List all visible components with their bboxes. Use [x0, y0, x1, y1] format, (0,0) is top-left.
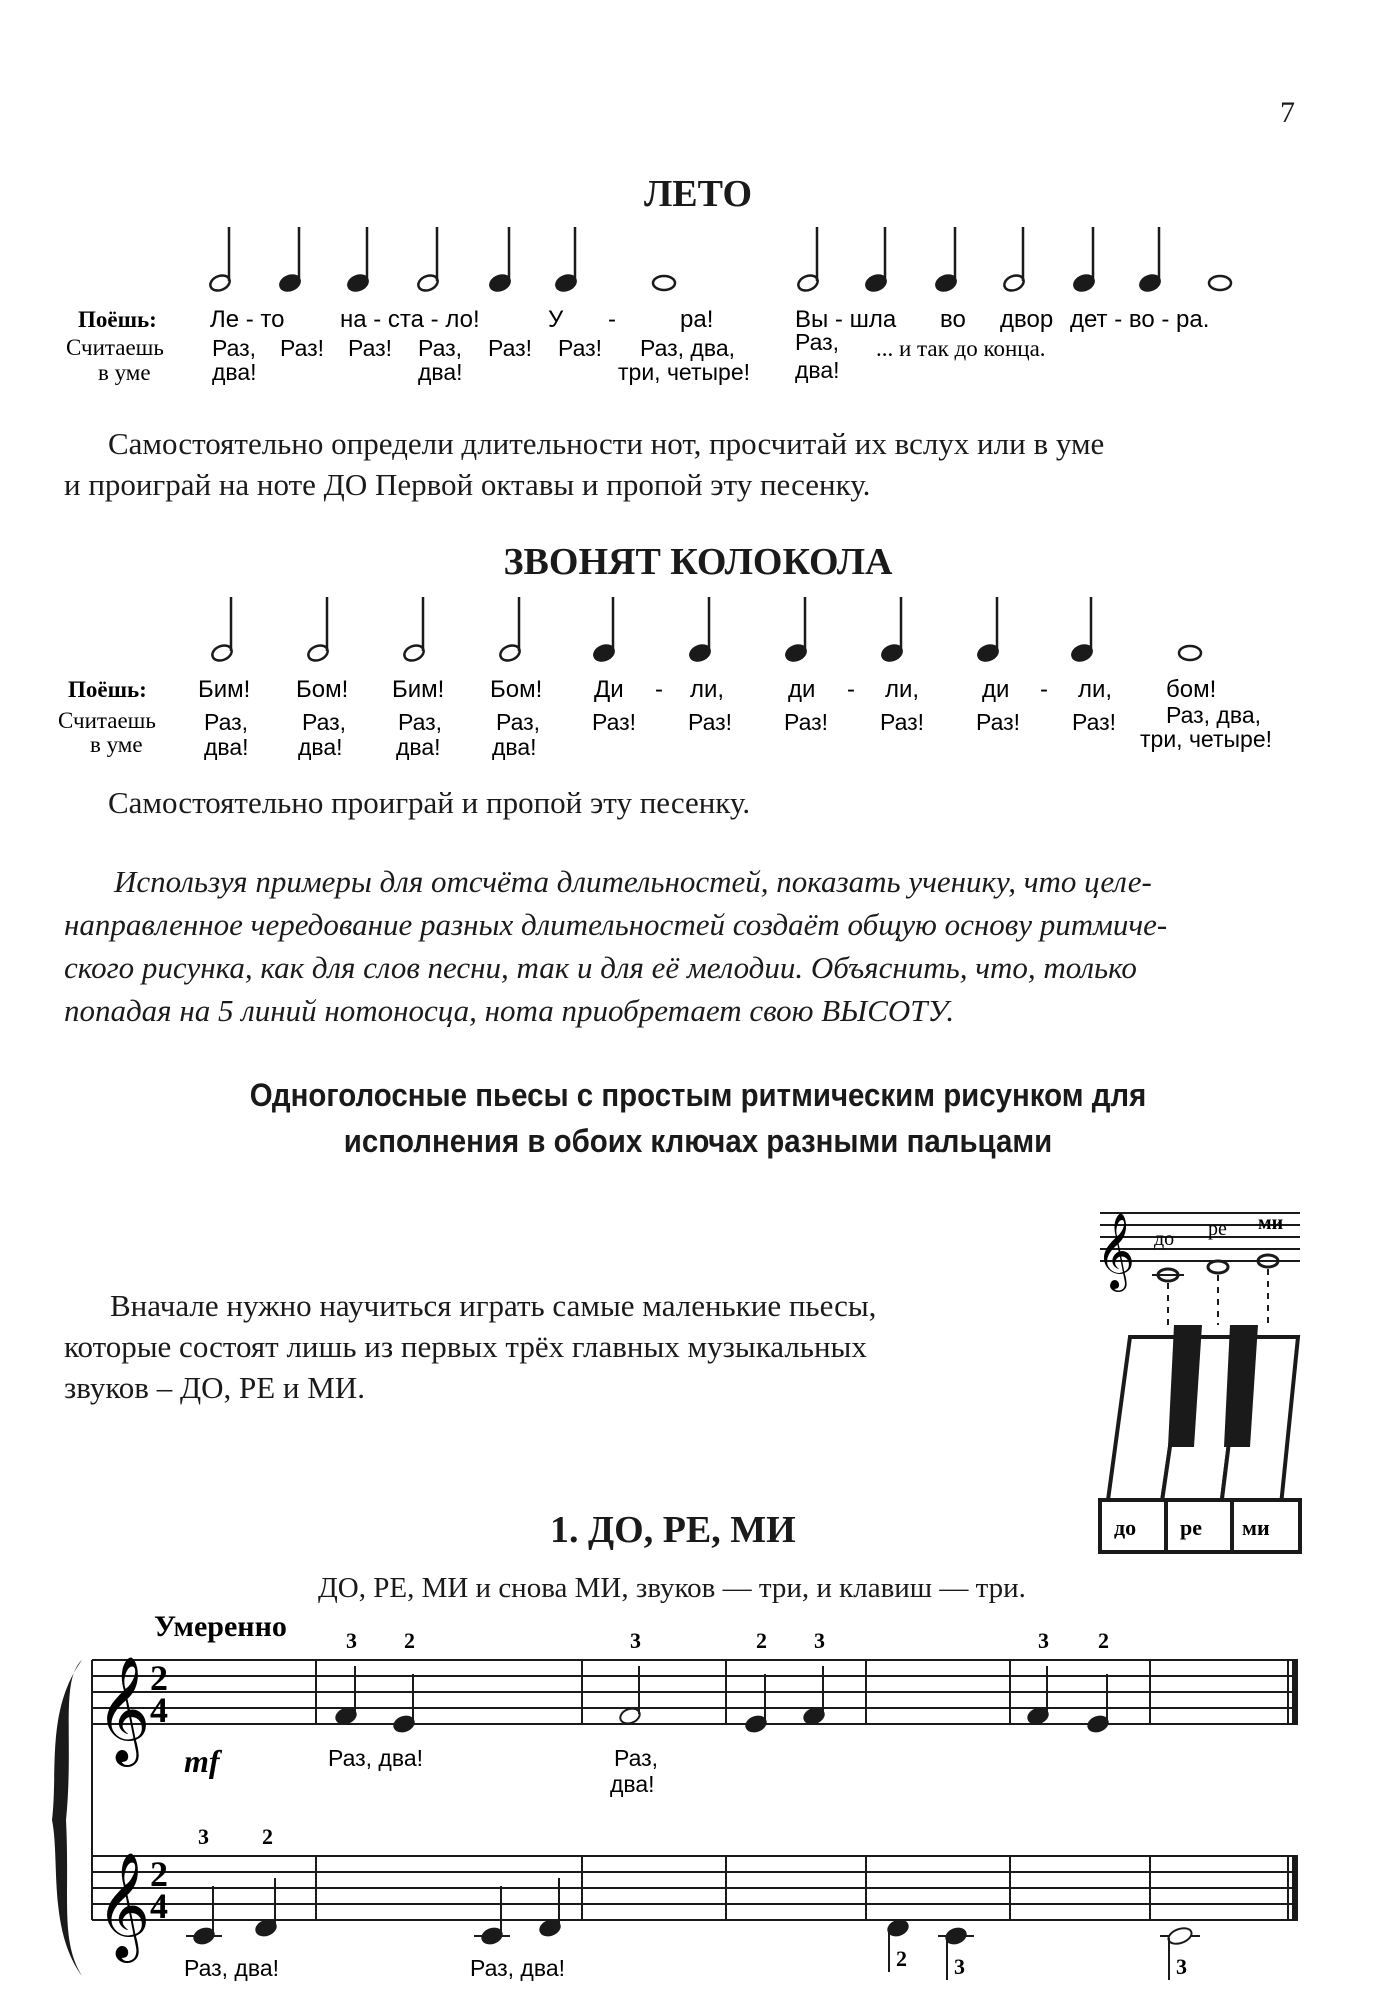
leto-count: Раз, два,: [640, 335, 735, 361]
leto-lyric: -: [608, 306, 616, 333]
piano-score: [0, 1600, 1396, 1995]
piece-title: 1. ДО, РЕ, МИ: [550, 1509, 796, 1551]
finger-number: 2: [404, 1628, 415, 1653]
rhythm-note-whole: [653, 276, 675, 290]
rhythm-note-half: [498, 597, 522, 663]
kolokola-lyric: ли,: [1078, 676, 1113, 703]
kolokola-count: Раз!: [784, 709, 829, 735]
kolokola-lyric: ли,: [885, 676, 920, 703]
finger-number: 3: [1176, 1954, 1187, 1979]
treble-count: два!: [610, 1771, 655, 1797]
leto-lyric: ра!: [680, 306, 714, 333]
kolokola-count: Раз,: [398, 709, 443, 735]
song-title-leto: ЛЕТО: [643, 173, 753, 215]
kolokola-count: Раз!: [688, 709, 733, 735]
treble-staff: [92, 1660, 1298, 1724]
treble-clef-icon: 𝄞: [1096, 1215, 1136, 1288]
rhythm-note-quarter: [1070, 597, 1094, 663]
leto-count-label-2: в уме: [98, 360, 151, 385]
instruction-para-1-line-1: Самостоятельно определи длительности нот, просчитай их вслух или в уме: [108, 426, 1105, 461]
kolokola-lyric: Ди: [594, 676, 624, 703]
kolokola-count: Раз!: [1072, 709, 1117, 735]
kolokola-notes: [210, 597, 1201, 663]
instruction-para-2: Самостоятельно проиграй и пропой эту песенку.: [108, 785, 751, 820]
time-signature-bottom: 4: [150, 1690, 168, 1730]
rhythm-note-half: [306, 597, 330, 663]
kolokola-lyric: бом!: [1166, 676, 1217, 703]
kolokola-lyric: ди: [788, 676, 816, 703]
song-title-kolokola: ЗВОНЯТ КОЛОКОЛА: [503, 541, 893, 583]
leto-count: Раз!: [348, 335, 393, 361]
tempo-marking: Умеренно: [154, 1610, 287, 1643]
kolokola-lyric: -: [655, 676, 663, 703]
leto-count: три, четыре!: [618, 359, 751, 385]
finger-number: 2: [262, 1824, 273, 1849]
treble-clef-icon: 𝄞: [96, 1854, 151, 1956]
kolokola-count: Раз,: [496, 709, 541, 735]
note-half-do: [1166, 1925, 1193, 1946]
rhythm-note-quarter: [554, 227, 578, 293]
leto-lyric: во: [940, 306, 966, 333]
treble-count: Раз,: [614, 1745, 659, 1771]
lower-staff: [92, 1856, 1298, 1920]
final-barline: [1292, 1660, 1298, 1724]
kolokola-count: Раз!: [592, 709, 637, 735]
kolokola-lyric: ли,: [690, 676, 725, 703]
leto-count: два!: [795, 357, 840, 383]
leto-count: Раз,: [795, 329, 840, 355]
kolokola-count-label-1: Считаешь: [58, 708, 156, 733]
finger-number: 3: [198, 1824, 209, 1849]
rhythm-note-quarter: [592, 597, 616, 663]
kolokola-count: два!: [204, 734, 249, 760]
rhythm-note-quarter: [976, 597, 1000, 663]
time-signature-bottom: 4: [150, 1886, 168, 1926]
kolokola-count: два!: [396, 734, 441, 760]
leto-lyric: дет - во - ра.: [1070, 306, 1210, 333]
treble-count: Раз, два!: [328, 1745, 423, 1771]
kolokola-rhythm-row: [0, 595, 1396, 770]
leto-count: ... и так до конца.: [876, 336, 1046, 361]
leto-count-label-1: Считаешь: [66, 335, 164, 360]
section-heading-line-1: Одноголосные пьесы с простым ритмическим рисунком для: [249, 1077, 1147, 1113]
finger-number: 2: [896, 1946, 907, 1971]
key-label: ре: [1180, 1515, 1202, 1540]
kolokola-count: два!: [492, 734, 537, 760]
kolokola-count: два!: [298, 734, 343, 760]
kolokola-count: Раз!: [976, 709, 1021, 735]
rhythm-note-quarter: [880, 597, 904, 663]
kolokola-lyric: Бим!: [392, 676, 445, 703]
mini-note-label: ми: [1258, 1212, 1284, 1234]
rhythm-note-quarter: [1138, 227, 1162, 293]
mini-whole-note: [1208, 1261, 1228, 1273]
leto-count: Раз,: [418, 335, 463, 361]
rhythm-note-quarter: [934, 227, 958, 293]
kolokola-sing-label: Поёшь:: [68, 677, 147, 702]
rhythm-note-quarter: [346, 227, 370, 293]
kolokola-count: Раз, два,: [1166, 702, 1261, 728]
kolokola-count: три, четыре!: [1140, 726, 1273, 752]
page-number: 7: [1280, 96, 1295, 129]
leto-count: Раз!: [558, 335, 603, 361]
section-heading: [56, 1072, 1340, 1164]
leto-count: два!: [418, 359, 463, 385]
leto-lyric: У: [548, 306, 564, 333]
intro-line: которые состоят лишь из первых трёх главных музыкальных: [64, 1329, 867, 1364]
time-signature-top: 2: [150, 1658, 168, 1698]
intro-line: звуков – ДО, РЕ и МИ.: [64, 1370, 365, 1405]
rhythm-note-quarter: [278, 227, 302, 293]
leto-rhythm-row: [0, 225, 1396, 395]
kolokola-lyric: Бим!: [198, 676, 251, 703]
rhythm-note-half: [1002, 227, 1026, 293]
rhythm-note-quarter: [784, 597, 808, 663]
intro-paragraph: [64, 1285, 1064, 1408]
kolokola-count-label-2: в уме: [90, 732, 143, 757]
rhythm-note-half: [796, 227, 820, 293]
kolokola-lyric: Бом!: [490, 676, 543, 703]
treble-clef-icon: 𝄞: [96, 1658, 151, 1760]
rhythm-note-whole: [1209, 276, 1231, 290]
rhythm-note-quarter: [1072, 227, 1096, 293]
rhythm-note-half: [416, 227, 440, 293]
instruction-para-1-line-2: и проиграй на ноте ДО Первой октавы и пропой эту песенку.: [64, 467, 871, 502]
guide-lines: [1168, 1269, 1268, 1325]
finger-number: 2: [756, 1628, 767, 1653]
mini-note-label: ре: [1208, 1218, 1227, 1240]
leto-lyric: двор: [1000, 306, 1054, 333]
leto-lyric: Ле - то: [210, 306, 285, 333]
teacher-note: [64, 860, 1304, 1032]
leto-lyric: на - ста - ло!: [340, 306, 480, 333]
kolokola-count: Раз!: [880, 709, 925, 735]
leto-count: Раз!: [280, 335, 325, 361]
finger-number: 3: [1038, 1628, 1049, 1653]
kolokola-count: Раз,: [204, 709, 249, 735]
teacher-note-line: Используя примеры для отсчёта длительностей, показать ученику, что целе-: [114, 864, 1152, 899]
grand-staff-brace: [52, 1660, 82, 1976]
piece-subtitle: ДО, РЕ, МИ и снова МИ, звуков — три, и клавиш — три.: [318, 1572, 1026, 1604]
kolokola-lyric: -: [1040, 676, 1048, 703]
teacher-note-line: направленное чередование разных длительностей создаёт общую основу ритмиче-: [64, 907, 1168, 942]
kolokola-count: Раз,: [302, 709, 347, 735]
rhythm-note-quarter: [688, 597, 712, 663]
section-heading-line-2: исполнения в обоих ключах разными пальцами: [343, 1123, 1053, 1159]
key-label: до: [1114, 1515, 1137, 1540]
finger-number: 3: [630, 1628, 641, 1653]
leto-sing-label: Поёшь:: [78, 307, 157, 332]
finger-number: 3: [346, 1628, 357, 1653]
leto-lyric: Вы - шла: [795, 306, 897, 333]
rhythm-note-quarter: [488, 227, 512, 293]
intro-line: Вначале нужно научиться играть самые маленькие пьесы,: [110, 1288, 877, 1323]
dynamic-marking: mf: [184, 1743, 220, 1779]
leto-count: Раз!: [488, 335, 533, 361]
finger-number: 3: [814, 1628, 825, 1653]
kolokola-lyric: ди: [982, 676, 1010, 703]
key-label: ми: [1242, 1515, 1270, 1540]
leto-count: Раз,: [212, 335, 257, 361]
final-barline: [1292, 1856, 1298, 1920]
kolokola-lyric: Бом!: [296, 676, 349, 703]
rhythm-note-half: [402, 597, 426, 663]
teacher-note-line: ского рисунка, как для слов песни, так и для её мелодии. Объяснить, что, только: [64, 950, 1137, 985]
teacher-note-line: попадая на 5 линий нотоносца, нота приобретает свою ВЫСОТУ.: [64, 993, 955, 1028]
barlines: [92, 1660, 1288, 1920]
rhythm-note-quarter: [864, 227, 888, 293]
kolokola-lyric: -: [847, 676, 855, 703]
rhythm-note-whole: [1179, 646, 1201, 660]
time-signature-top: 2: [150, 1854, 168, 1894]
lower-notes: [186, 1878, 1200, 1980]
rhythm-note-half: [210, 597, 234, 663]
lower-count: Раз, два!: [184, 1955, 279, 1981]
keyboard-illustration: [1090, 1185, 1310, 1560]
finger-number: 2: [1098, 1628, 1109, 1653]
mini-note-label: до: [1154, 1228, 1175, 1250]
finger-number: 3: [954, 1954, 965, 1979]
leto-count: два!: [212, 359, 257, 385]
leto-notes: [208, 227, 1231, 293]
lower-count: Раз, два!: [470, 1955, 565, 1981]
white-keys: [1106, 1337, 1298, 1515]
rhythm-note-half: [208, 227, 232, 293]
